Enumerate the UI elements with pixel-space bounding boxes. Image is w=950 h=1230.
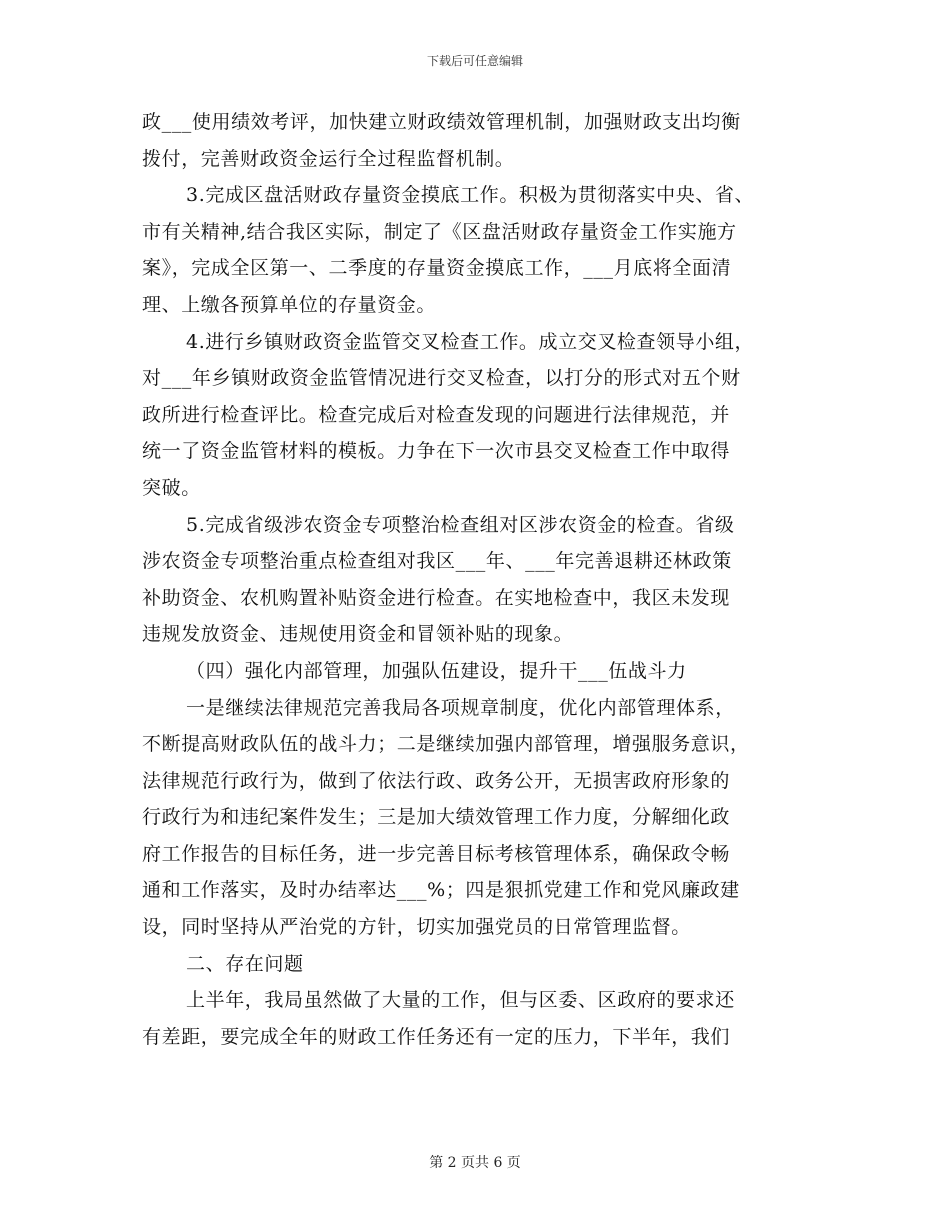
body-line: 补助资金、农机购置补贴资金进行检查。在实地检查中，我区未发现 [142,586,731,609]
body-line: 设，同时坚持从严治党的方针，切实加强党员的日常管理监督。 [142,916,691,939]
page-header: 下载后可任意编辑 [426,54,523,68]
section-heading: （四）强化内部管理，加强队伍建设，提升干___伍战斗力 [186,659,687,682]
body-line: 5.完成省级涉农资金专项整治检查组对区涉农资金的检查。省级 [186,513,735,536]
body-line: 违规发放资金、违规使用资金和冒领补贴的现象。 [142,623,574,646]
body-line: 对___年乡镇财政资金监管情况进行交叉检查，以打分的形式对五个财 [142,367,741,390]
section-heading: 二、存在问题 [186,952,304,975]
body-line: 政所进行检查评比。检查完成后对检查发现的问题进行法律规范，并 [142,403,731,426]
body-line: 拨付，完善财政资金运行全过程监督机制。 [142,147,515,170]
body-line: 通和工作落实，及时办结率达___%；四是狠抓党建工作和党风廉政建 [142,879,740,902]
body-line: 4.进行乡镇财政资金监管交叉检查工作。成立交叉检查领导小组， [186,330,755,353]
body-line: 突破。 [142,476,201,499]
body-line: 法律规范行政行为，做到了依法行政、政务公开，无损害政府形象的 [142,769,731,792]
document-body [142,104,802,1055]
body-line: 不断提高财政队伍的战斗力；二是继续加强内部管理，增强服务意识， [142,733,750,756]
body-line: 行政行为和违纪案件发生；三是加大绩效管理工作力度，分解细化政 [142,806,731,829]
body-line: 一是继续法律规范完善我局各项规章制度，优化内部管理体系， [186,696,735,719]
body-line: 上半年，我局虽然做了大量的工作，但与区委、区政府的要求还 [186,989,735,1012]
body-line: 涉农资金专项整治重点检查组对我区___年、___年完善退耕还林政策 [142,550,732,573]
body-line: 3.完成区盘活财政存量资金摸底工作。积极为贯彻落实中央、省、 [186,184,755,207]
body-line: 案》，完成全区第一、二季度的存量资金摸底工作，___月底将全面清 [142,257,732,280]
body-line: 市有关精神,结合我区实际，制定了《区盘活财政存量资金工作实施方 [142,220,737,243]
body-line: 统一了资金监管材料的模板。力争在下一次市县交叉检查工作中取得 [142,440,731,463]
body-line: 理、上缴各预算单位的存量资金。 [142,293,437,316]
body-line: 有差距，要完成全年的财政工作任务还有一定的压力，下半年，我们 [142,1025,731,1048]
page-number: 第 2 页共 6 页 [429,1155,521,1171]
body-line: 府工作报告的目标任务，进一步完善目标考核管理体系，确保政令畅 [142,842,731,865]
body-line: 政___使用绩效考评，加快建立财政绩效管理机制，加强财政支出均衡 [142,111,741,133]
